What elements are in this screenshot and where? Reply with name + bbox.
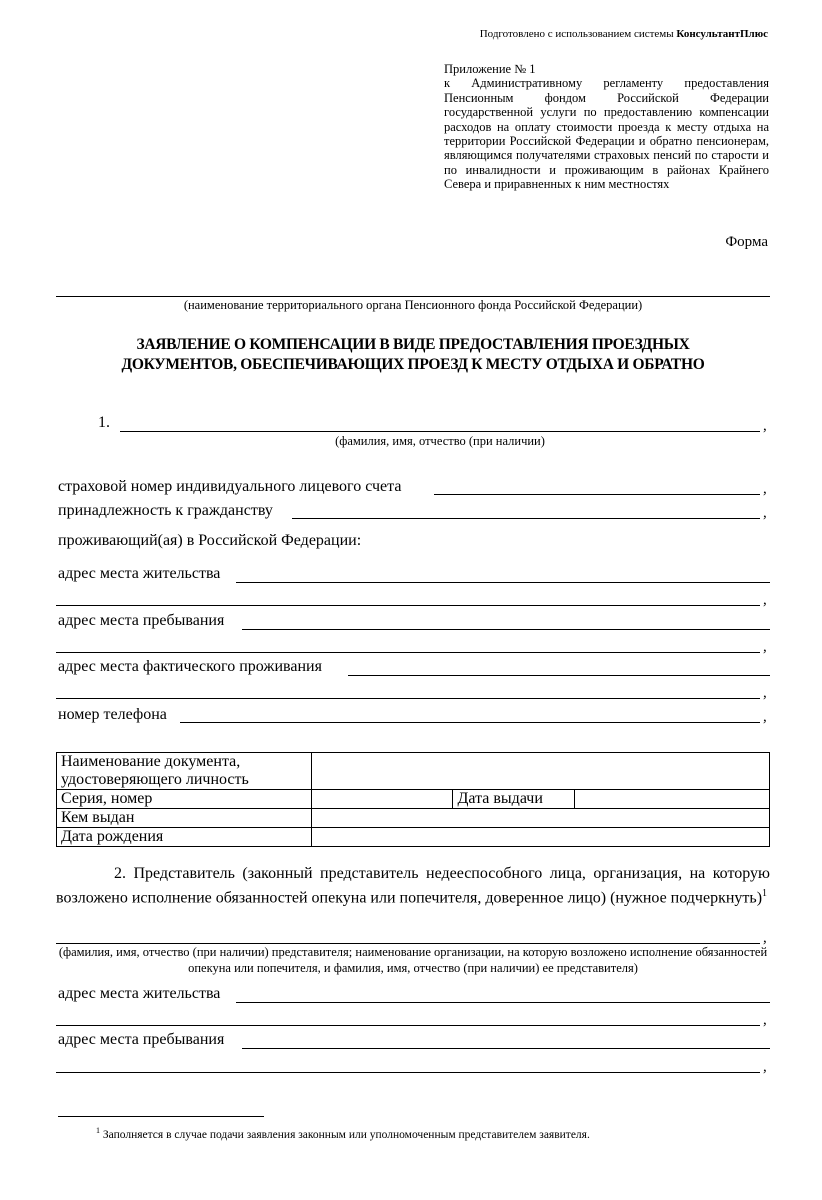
issued-by-value[interactable] <box>311 809 769 828</box>
stay-field-2[interactable] <box>56 652 760 653</box>
table-row <box>57 809 770 828</box>
table-row <box>57 790 770 809</box>
title-line-1: ЗАЯВЛЕНИЕ О КОМПЕНСАЦИИ В ВИДЕ ПРЕДОСТАВЛЕНИЯ ПРОЕЗДНЫХ <box>136 336 690 353</box>
doc-name-label <box>57 753 312 790</box>
phone-field[interactable] <box>180 722 760 723</box>
comma: , <box>763 930 767 946</box>
table-row <box>57 828 770 847</box>
appendix-block <box>444 62 769 192</box>
comma: , <box>763 709 767 725</box>
title-line-2: ДОКУМЕНТОВ, ОБЕСПЕЧИВАЮЩИХ ПРОЕЗД К МЕСТУ ОТДЫХА И ОБРАТНО <box>121 356 705 373</box>
phone-label: номер телефона <box>58 706 167 723</box>
rep-residence-field[interactable] <box>236 1002 770 1003</box>
representative-caption: (фамилия, имя, отчество (при наличии) представителя; наименование организации, на которую возложено исполнение обязанностей опекуна или попечителя, и фамилия, имя, отчество (при наличии) ее представителя) <box>58 945 768 975</box>
system-name: КонсультантПлюс <box>676 28 768 40</box>
doc-name-line-1: Наименование документа, <box>61 753 241 770</box>
appendix-title: Приложение № 1 <box>444 62 536 76</box>
footnote-divider <box>58 1116 264 1117</box>
rep-stay-field-2[interactable] <box>56 1072 760 1073</box>
fio-caption: (фамилия, имя, отчество (при наличии) <box>335 434 545 448</box>
actual-residence-field-2[interactable] <box>56 698 760 699</box>
citizenship-label: принадлежность к гражданству <box>58 502 273 519</box>
appendix-text: к Административному регламенту предоставления Пенсионным фондом Российской Федерации государственной услуги по предоставлению компенсации расходов на оплату стоимости проезда к месту отдыха на территории Российской Федерации и обратно пенсионерам, являющимся получателями страховых пенсий по старости и по инвалидности и проживающим в районах Крайнего Севера и приравненных к ним местностях <box>444 76 769 192</box>
rep-residence-label: адрес места жительства <box>58 985 221 1002</box>
comma: , <box>763 1059 767 1075</box>
form-label: Форма <box>725 234 768 250</box>
birth-date-label: Дата рождения <box>57 828 312 847</box>
birth-date-value[interactable] <box>311 828 769 847</box>
comma: , <box>763 505 767 521</box>
section2-text <box>56 864 770 908</box>
org-caption: (наименование территориального органа Пенсионного фонда Российской Федерации) <box>183 298 643 312</box>
footnote-ref: 1 <box>762 888 768 899</box>
footnote-text: Заполняется в случае подачи заявления законным или уполномоченным представителем заявителя. <box>102 1128 590 1141</box>
issued-by-label: Кем выдан <box>57 809 312 828</box>
actual-residence-label: адрес места фактического проживания <box>58 658 322 675</box>
series-value[interactable] <box>311 790 453 809</box>
snils-field[interactable] <box>434 494 760 495</box>
doc-name-value[interactable] <box>311 753 769 790</box>
stay-field[interactable] <box>242 629 770 630</box>
identity-document-table <box>56 752 770 847</box>
residence-field-2[interactable] <box>56 605 760 606</box>
stay-label: адрес места пребывания <box>58 612 225 629</box>
rep-stay-field[interactable] <box>242 1048 770 1049</box>
comma: , <box>763 418 767 434</box>
footnote <box>96 1126 590 1141</box>
page-title <box>56 335 770 375</box>
fio-field[interactable] <box>120 431 760 432</box>
residence-label: адрес места жительства <box>58 565 221 582</box>
comma: , <box>763 685 767 701</box>
footnote-mark: 1 <box>96 1126 100 1135</box>
comma: , <box>763 1012 767 1028</box>
org-line[interactable] <box>56 296 770 297</box>
snils-label: страховой номер индивидуального лицевого счета <box>58 478 402 495</box>
header-note <box>480 28 768 40</box>
actual-residence-field[interactable] <box>348 675 770 676</box>
issue-date-value[interactable] <box>575 790 770 809</box>
rep-stay-label: адрес места пребывания <box>58 1031 225 1048</box>
table-row <box>57 753 770 790</box>
issue-date-label: Дата выдачи <box>453 790 575 809</box>
residing-label: проживающий(ая) в Российской Федерации: <box>58 532 362 549</box>
residence-field[interactable] <box>236 582 770 583</box>
rep-residence-field-2[interactable] <box>56 1025 760 1026</box>
section1-number: 1. <box>98 414 110 431</box>
citizenship-field[interactable] <box>292 518 760 519</box>
section2-paragraph: 2. Представитель (законный представитель недееспособного лица, организация, на которую возложено исполнение обязанностей опекуна или попечителя, доверенное лицо) (нужное подчеркнуть) <box>56 865 770 907</box>
prepared-text: Подготовлено с использованием системы <box>479 28 674 40</box>
comma: , <box>763 639 767 655</box>
comma: , <box>763 481 767 497</box>
series-label: Серия, номер <box>57 790 312 809</box>
doc-name-line-2: удостоверяющего личность <box>61 771 249 788</box>
comma: , <box>763 592 767 608</box>
